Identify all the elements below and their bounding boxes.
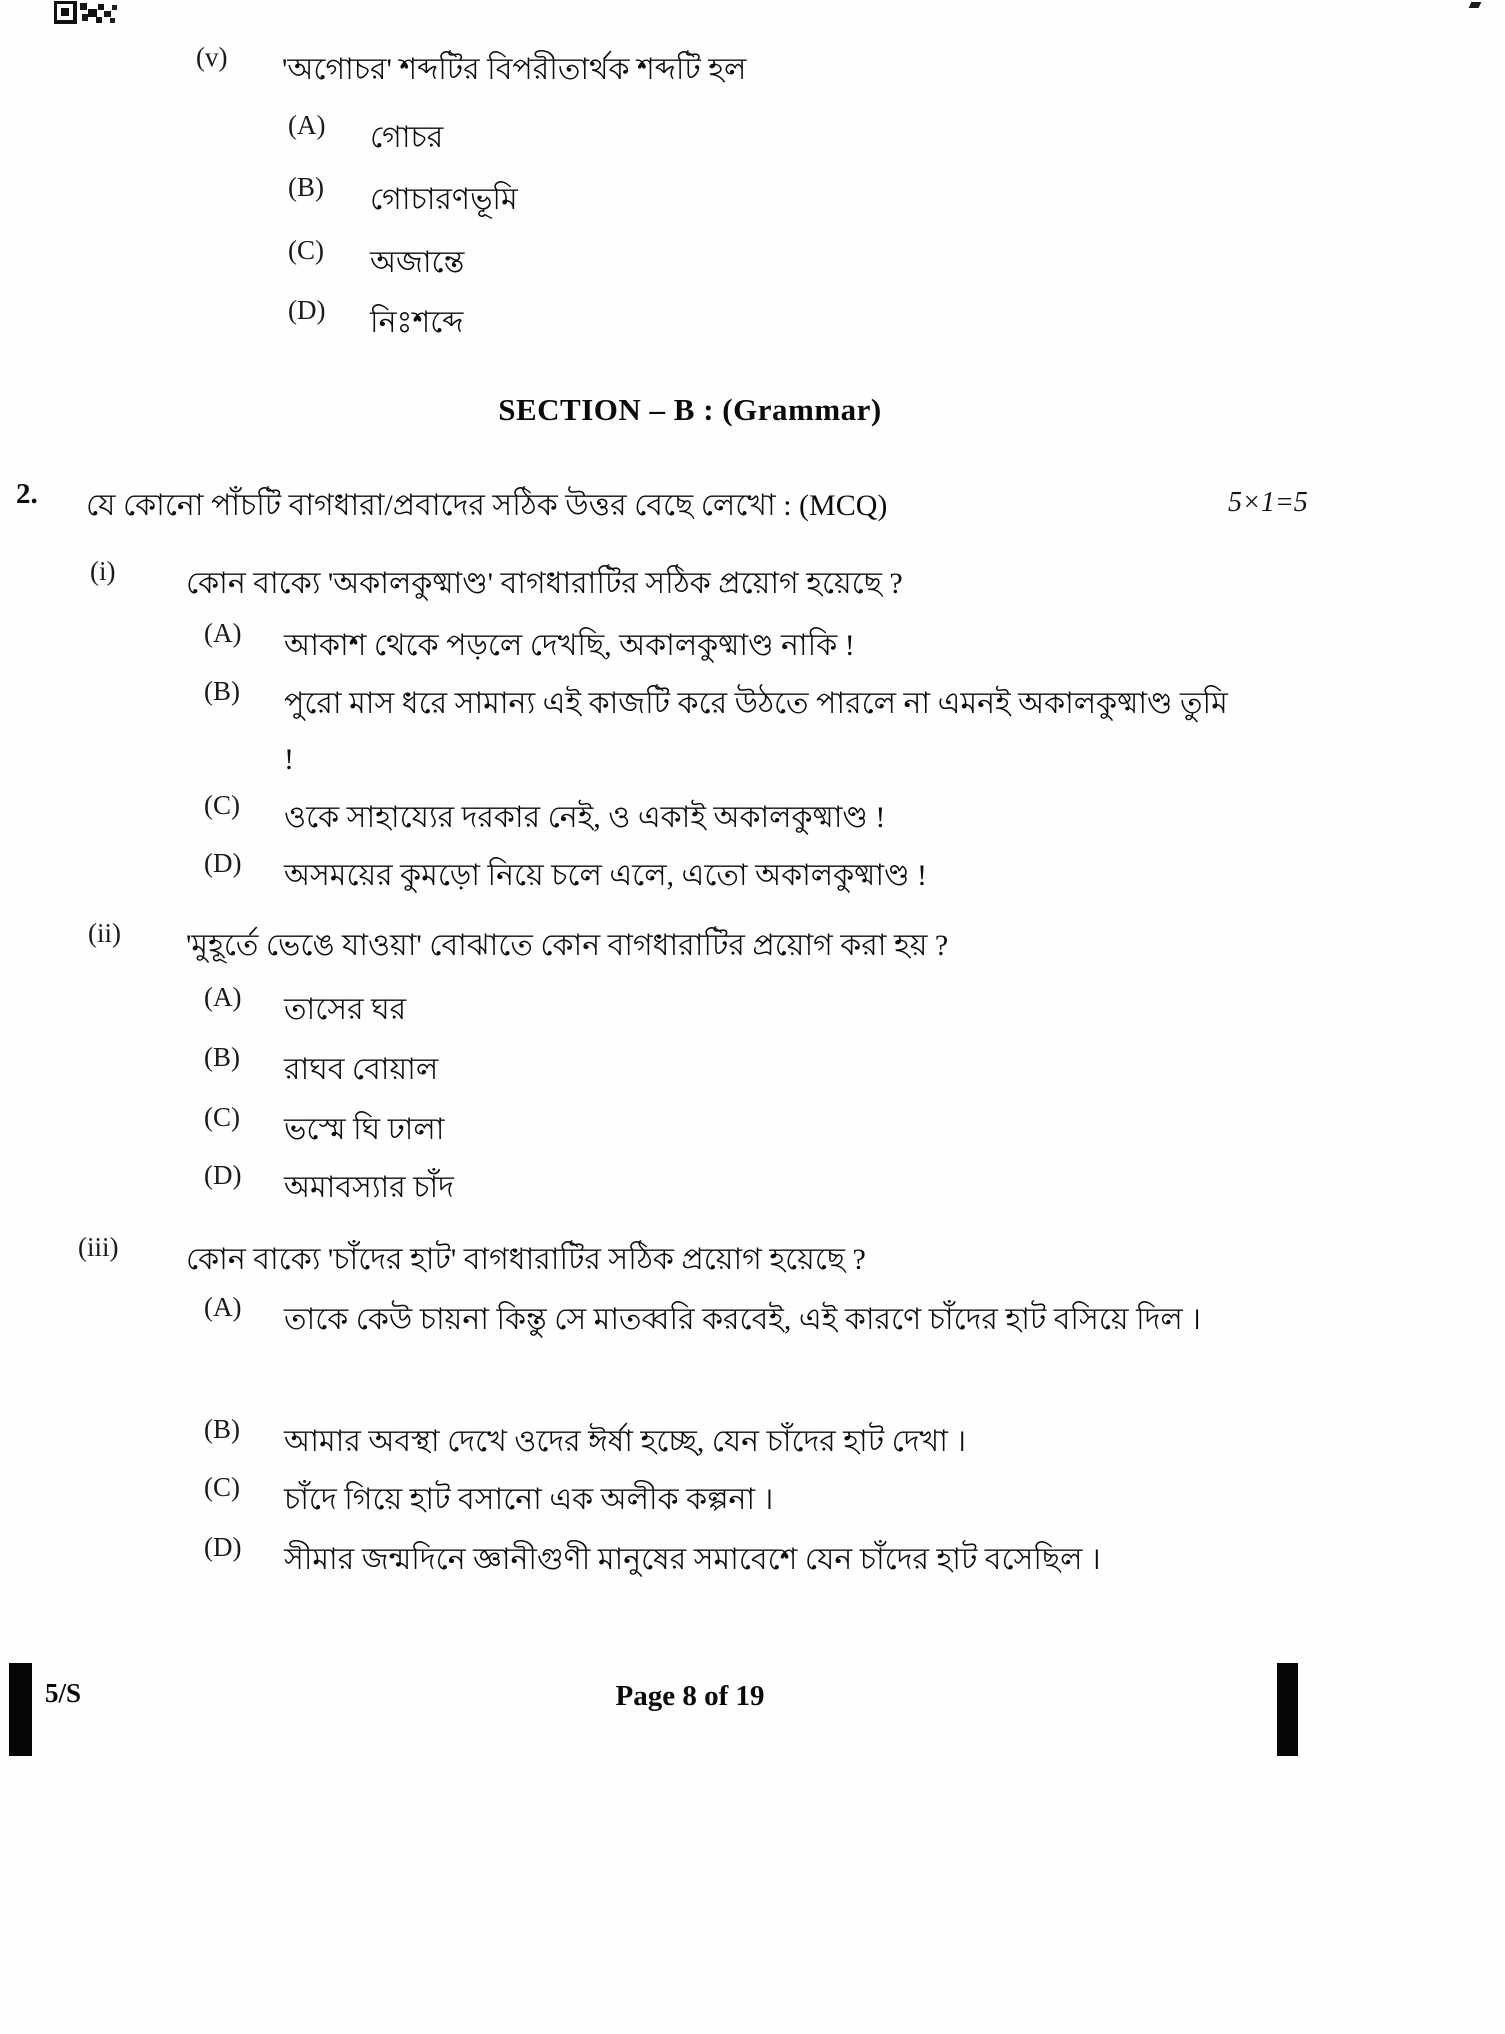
question-v-number: (v) xyxy=(196,42,228,72)
subquestion-i-option-b xyxy=(204,676,1244,788)
option-label: (B) xyxy=(204,676,240,706)
option-label: (B) xyxy=(288,172,324,202)
question-v-option-a xyxy=(288,110,443,166)
subquestion-iii-number: (iii) xyxy=(78,1232,119,1262)
subquestion-i xyxy=(90,556,903,612)
subquestion-ii-option-b xyxy=(204,1042,438,1098)
subquestion-i-option-a xyxy=(204,618,855,674)
option-text: অসময়ের কুমড়ো নিয়ে চলে এলে, এতো অকালকুষ্মাণ্ড ! xyxy=(284,859,927,892)
option-text: গোচর xyxy=(370,121,444,154)
subquestion-iii-text: কোন বাক্যে 'চাঁদের হাট' বাগধারাটির সঠিক প্রয়োগ হয়েছে ? xyxy=(186,1243,866,1276)
option-text: আকাশ থেকে পড়লে দেখছি, অকালকুষ্মাণ্ড নাকি ! xyxy=(284,629,855,662)
qr-code-icon xyxy=(54,1,120,25)
subquestion-iii-option-a xyxy=(204,1292,1201,1348)
option-text: রাঘব বোয়াল xyxy=(284,1053,439,1086)
option-text: সীমার জন্মদিনে জ্ঞানীগুণী মানুষের সমাবেশে যেন চাঁদের হাট বসেছিল । xyxy=(284,1543,1101,1576)
subquestion-i-option-c xyxy=(204,790,885,846)
question-2-marks: 5×1=5 xyxy=(1228,487,1308,518)
question-2-text: যে কোনো পাঁচটি বাগধারা/প্রবাদের সঠিক উত্তর বেছে লেখো : (MCQ) xyxy=(86,489,888,522)
paper-code: 5/S xyxy=(45,1678,82,1708)
question-v-option-b xyxy=(288,172,518,228)
subquestion-iii-option-b xyxy=(204,1414,966,1470)
subquestion-iii-option-c xyxy=(204,1472,773,1528)
subquestion-ii-number: (ii) xyxy=(88,918,121,948)
section-header: SECTION – B : (Grammar) xyxy=(498,392,882,427)
question-2 xyxy=(16,478,887,534)
subquestion-i-option-d xyxy=(204,848,927,904)
option-label: (A) xyxy=(288,110,326,140)
option-text: গোচারণভূমি xyxy=(370,183,518,216)
question-v-option-d xyxy=(288,295,463,351)
option-text: চাঁদে গিয়ে হাট বসানো এক অলীক কল্পনা । xyxy=(284,1483,774,1516)
option-text: পুরো মাস ধরে সামান্য এই কাজটি করে উঠতে পারলে না এমনই অকালকুষ্মাণ্ড তুমি ! xyxy=(284,687,1228,776)
page-indicator: Page 8 of 19 xyxy=(615,1680,765,1712)
subquestion-ii xyxy=(88,918,948,974)
subquestion-ii-text: 'মুহূর্তে ভেঙে যাওয়া' বোঝাতে কোন বাগধারাটির প্রয়োগ করা হয় ? xyxy=(186,929,949,962)
option-text: নিঃশব্দে xyxy=(370,306,464,339)
subquestion-iii xyxy=(78,1232,866,1288)
question-v xyxy=(196,42,746,98)
question-2-number: 2. xyxy=(16,478,38,510)
option-text: ওকে সাহায্যের দরকার নেই, ও একাই অকালকুষ্মাণ্ড ! xyxy=(284,801,886,834)
option-text: তাসের ঘর xyxy=(284,993,407,1026)
option-text: অমাবস্যার চাঁদ xyxy=(284,1171,454,1204)
option-label: (B) xyxy=(204,1414,240,1444)
question-v-text: 'অগোচর' শব্দটির বিপরীতার্থক শব্দটি হল xyxy=(282,53,747,86)
subquestion-ii-option-a xyxy=(204,982,406,1038)
subquestion-i-number: (i) xyxy=(90,556,116,586)
question-v-option-c xyxy=(288,235,464,291)
option-label: (C) xyxy=(204,1472,240,1502)
subquestion-i-text: কোন বাক্যে 'অকালকুষ্মাণ্ড' বাগধারাটির সঠিক প্রয়োগ হয়েছে ? xyxy=(186,567,903,600)
option-label: (B) xyxy=(204,1042,240,1072)
option-label: (D) xyxy=(204,848,242,878)
option-label: (A) xyxy=(204,1292,242,1322)
option-text: আমার অবস্থা দেখে ওদের ঈর্ষা হচ্ছে, যেন চাঁদের হাট দেখা । xyxy=(284,1425,967,1458)
scan-artifact-mark xyxy=(1469,2,1482,8)
subquestion-ii-option-c xyxy=(204,1102,444,1158)
option-label: (C) xyxy=(204,1102,240,1132)
option-label: (D) xyxy=(204,1532,242,1562)
option-label: (A) xyxy=(204,982,242,1012)
option-text: ভস্মে ঘি ঢালা xyxy=(284,1113,445,1146)
option-label: (C) xyxy=(288,235,324,265)
option-text: অজান্তে xyxy=(370,246,465,279)
option-label: (A) xyxy=(204,618,242,648)
subquestion-iii-option-d xyxy=(204,1532,1101,1588)
option-label: (C) xyxy=(204,790,240,820)
subquestion-ii-option-d xyxy=(204,1160,454,1216)
option-label: (D) xyxy=(204,1160,242,1190)
option-text: তাকে কেউ চায়না কিন্তু সে মাতব্বরি করবেই, এই কারণে চাঁদের হাট বসিয়ে দিল । xyxy=(284,1303,1201,1336)
option-label: (D) xyxy=(288,295,326,325)
